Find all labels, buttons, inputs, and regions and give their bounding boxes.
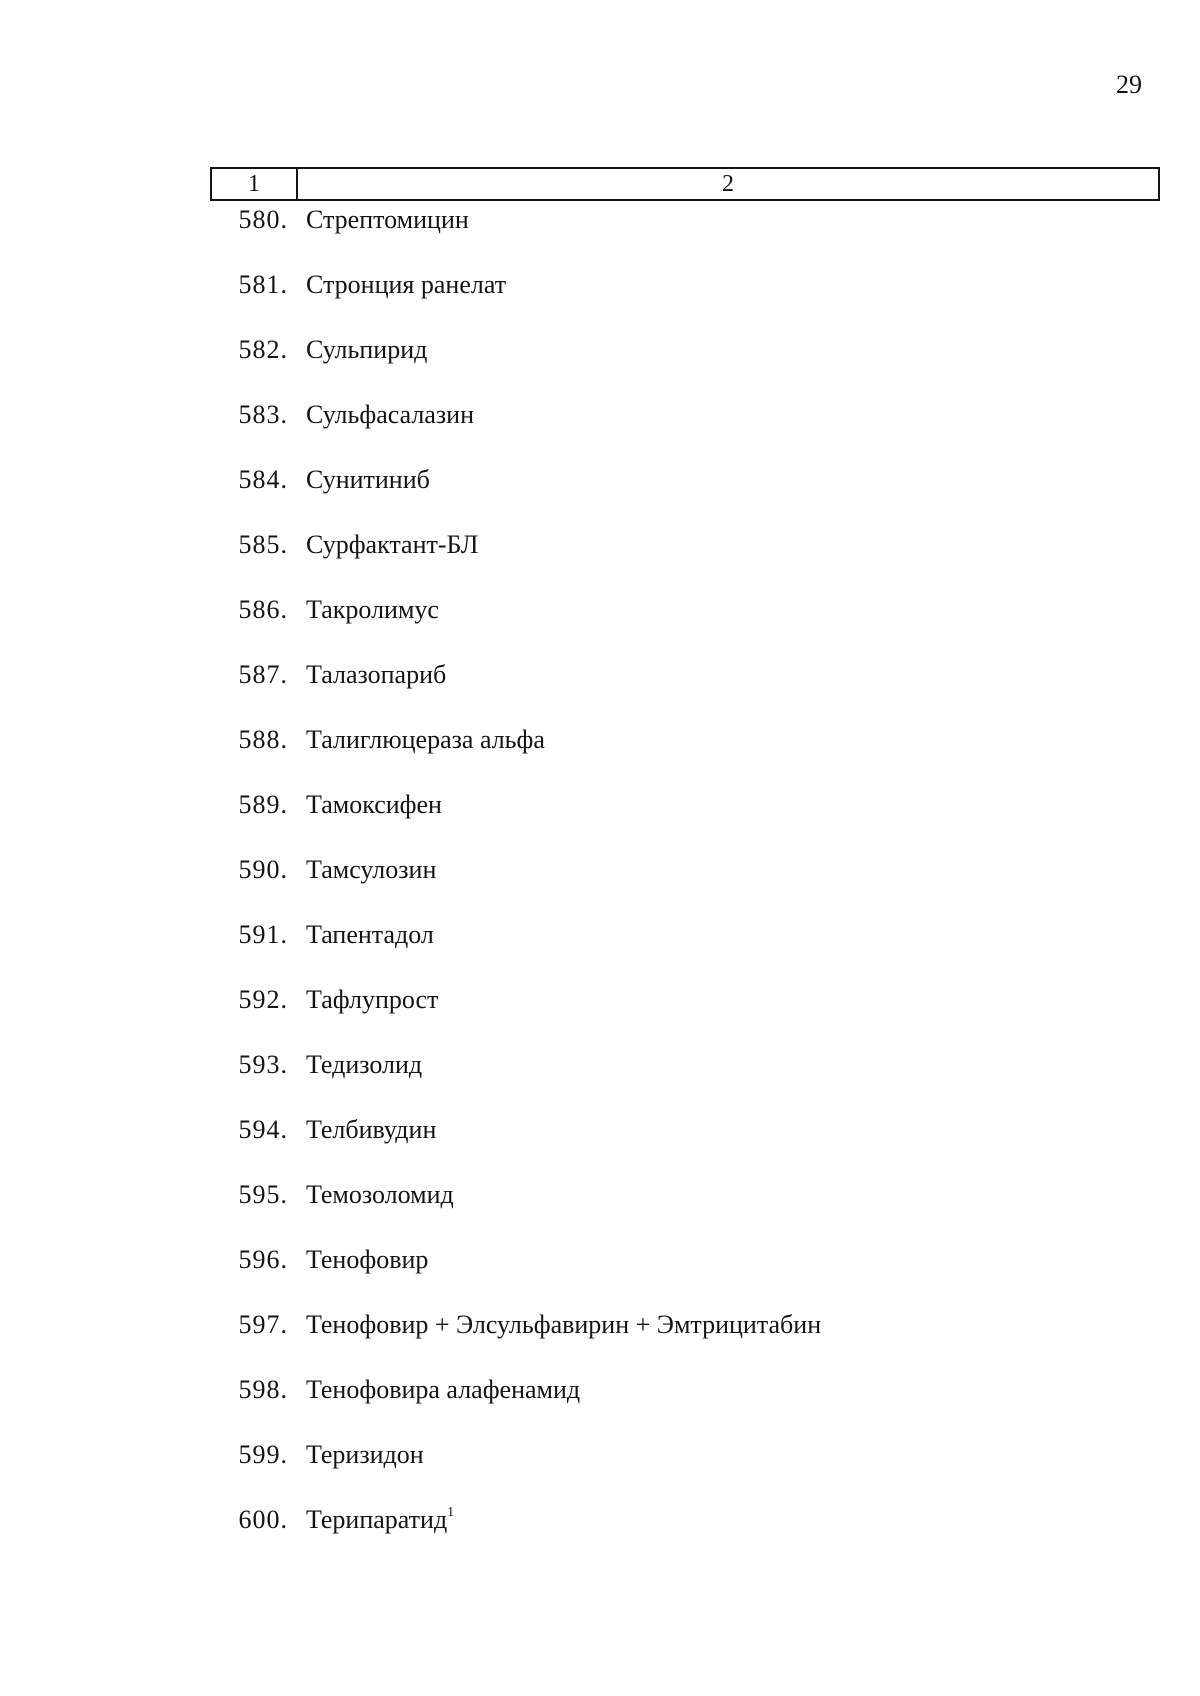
list-item	[0, 525, 1200, 565]
drug-name-text: Талазопариб	[306, 660, 447, 689]
drug-name-text: Тафлупрост	[306, 985, 439, 1014]
list-item	[0, 915, 1200, 955]
drug-name	[306, 1240, 428, 1280]
item-number: 589.	[238, 790, 288, 819]
list-item	[0, 785, 1200, 825]
item-number: 596.	[238, 1245, 288, 1274]
drug-name	[306, 655, 446, 695]
drug-name	[306, 395, 474, 435]
drug-name	[306, 330, 427, 370]
drug-name	[306, 200, 469, 240]
drug-name-text: Сурфактант-БЛ	[306, 530, 479, 559]
drug-name	[306, 590, 439, 630]
drug-name	[306, 850, 436, 890]
drug-name-text: Терипаратид	[306, 1505, 448, 1534]
list-item	[0, 1370, 1200, 1410]
drug-name	[306, 1370, 580, 1410]
list-item	[0, 1110, 1200, 1150]
drug-name	[306, 1110, 436, 1150]
table-header	[210, 167, 1160, 201]
drug-name-text: Стронция ранелат	[306, 270, 507, 299]
drug-name	[306, 980, 438, 1020]
item-number: 593.	[238, 1050, 288, 1079]
item-number: 582.	[238, 335, 288, 364]
item-number: 585.	[238, 530, 288, 559]
list-item	[0, 1045, 1200, 1085]
drug-name-text: Тенофовир	[306, 1245, 429, 1274]
list-item	[0, 1175, 1200, 1215]
drug-name	[306, 265, 506, 305]
page-number: 29	[1116, 70, 1142, 99]
item-number: 588.	[238, 725, 288, 754]
item-number: 587.	[238, 660, 288, 689]
item-number: 583.	[238, 400, 288, 429]
item-number: 599.	[238, 1440, 288, 1469]
header-column-2: 2	[722, 171, 734, 197]
drug-name-text: Теризидон	[306, 1440, 424, 1469]
item-number: 595.	[238, 1180, 288, 1209]
drug-name-text: Тамоксифен	[306, 790, 442, 819]
drug-name	[306, 1435, 424, 1475]
item-number: 590.	[238, 855, 288, 884]
list-item	[0, 590, 1200, 630]
drug-name-text: Стрептомицин	[306, 205, 469, 234]
drug-name-text: Сунитиниб	[306, 465, 430, 494]
item-number: 584.	[238, 465, 288, 494]
drug-name	[306, 525, 478, 565]
list-item	[0, 200, 1200, 240]
drug-name	[306, 720, 545, 760]
list-item	[0, 655, 1200, 695]
drug-name-text: Тапентадол	[306, 920, 434, 949]
list-item	[0, 720, 1200, 760]
drug-name-text: Сульпирид	[306, 335, 428, 364]
item-number: 581.	[238, 270, 288, 299]
list-item	[0, 1305, 1200, 1345]
drug-name	[306, 785, 442, 825]
item-number: 600.	[238, 1505, 288, 1534]
drug-name-text: Тедизолид	[306, 1050, 423, 1079]
list-item	[0, 395, 1200, 435]
drug-name-text: Сульфасалазин	[306, 400, 475, 429]
item-number: 591.	[238, 920, 288, 949]
item-number: 580.	[238, 205, 288, 234]
drug-name	[306, 1305, 821, 1345]
drug-name-text: Тенофовир + Элсульфавирин + Эмтрицитабин	[306, 1310, 822, 1339]
item-number: 598.	[238, 1375, 288, 1404]
list-item	[0, 980, 1200, 1020]
item-number: 594.	[238, 1115, 288, 1144]
list-item	[0, 330, 1200, 370]
drug-name-text: Тамсулозин	[306, 855, 437, 884]
drug-name	[306, 1175, 454, 1215]
list-item	[0, 1435, 1200, 1475]
drug-name	[306, 915, 434, 955]
drug-name-text: Талиглюцераза альфа	[306, 725, 545, 754]
drug-name-text: Такролимус	[306, 595, 439, 624]
footnote-marker: 1	[447, 1505, 455, 1520]
drug-name	[306, 1500, 454, 1540]
drug-name-text: Темозоломид	[306, 1180, 454, 1209]
drug-name-text: Телбивудин	[306, 1115, 437, 1144]
item-number: 586.	[238, 595, 288, 624]
item-number: 592.	[238, 985, 288, 1014]
item-number: 597.	[238, 1310, 288, 1339]
list-item	[0, 460, 1200, 500]
header-column-1: 1	[212, 169, 298, 199]
list-item	[0, 265, 1200, 305]
drug-name	[306, 1045, 422, 1085]
list-item	[0, 1500, 1200, 1540]
drug-name-text: Тенофовира алафенамид	[306, 1375, 581, 1404]
list-item	[0, 1240, 1200, 1280]
drug-name	[306, 460, 430, 500]
list-item	[0, 850, 1200, 890]
